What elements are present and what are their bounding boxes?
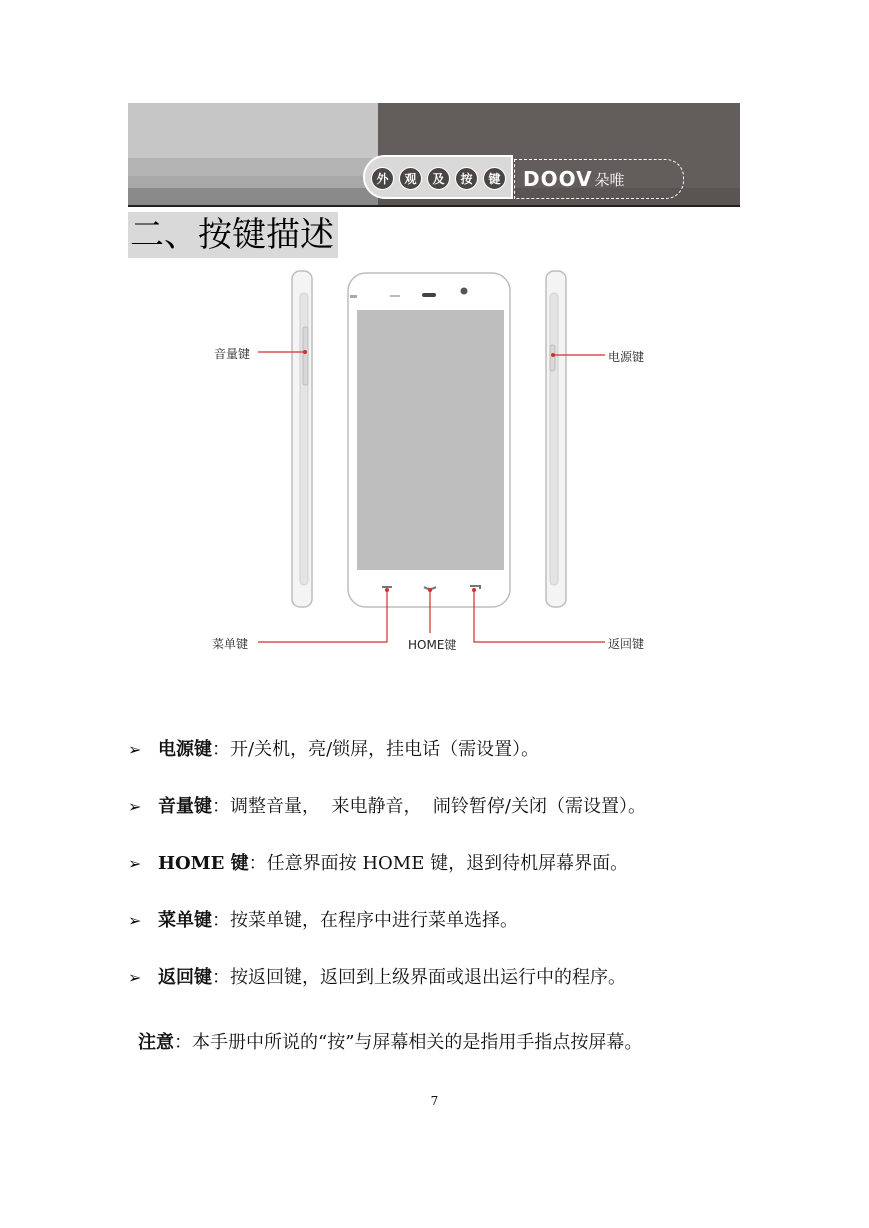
list-item — [128, 909, 778, 966]
label-volume-key: 音量键 — [214, 347, 251, 361]
arrow-bullet-icon: ➢ — [128, 911, 142, 930]
key-description-list — [128, 738, 778, 1023]
header-rule — [128, 205, 740, 207]
chapter-char: 键 — [483, 167, 506, 190]
bullet-text: ：调整音量， 来电静音， 闹铃暂停/关闭（需设置）。 — [212, 796, 646, 817]
chapter-char: 外 — [371, 167, 394, 190]
earpiece-icon — [422, 293, 436, 297]
chapter-char: 按 — [455, 167, 478, 190]
menu-callout-dot — [385, 588, 389, 592]
arrow-bullet-icon: ➢ — [128, 968, 142, 987]
label-menu-key: 菜单键 — [212, 637, 249, 651]
list-item — [128, 966, 778, 1023]
bullet-term: 返回键 — [158, 967, 212, 988]
note — [138, 1031, 642, 1055]
bullet-term: 菜单键 — [158, 910, 212, 931]
header-banner — [128, 103, 740, 205]
phone-screen — [357, 310, 504, 570]
bullet-term: HOME 键 — [158, 853, 249, 874]
phone-diagram-svg — [200, 265, 670, 665]
chapter-title — [371, 167, 506, 190]
front-camera-icon — [461, 288, 468, 295]
phone-diagram — [200, 265, 670, 665]
power-button — [550, 345, 555, 371]
bullet-term: 音量键 — [158, 796, 212, 817]
phone-right-side-edge — [550, 293, 558, 585]
bullet-term: 电源键 — [158, 739, 212, 760]
volume-button — [303, 327, 308, 385]
page-number: 7 — [430, 1094, 439, 1108]
list-item — [128, 795, 778, 852]
arrow-bullet-icon: ➢ — [128, 740, 142, 759]
power-callout-dot — [551, 353, 555, 357]
label-back-key: 返回键 — [608, 637, 645, 651]
banner-stripe — [128, 158, 378, 176]
bullet-text: ：任意界面按 HOME 键，退到待机屏幕界面。 — [248, 853, 629, 874]
brand-logo-text: DOOV — [523, 167, 593, 191]
brand-logo — [514, 159, 684, 199]
section-title: 二、按键描述 — [128, 212, 338, 258]
sensor-icon — [390, 295, 400, 297]
arrow-bullet-icon: ➢ — [128, 797, 142, 816]
label-home-key: HOME键 — [408, 638, 457, 652]
brand-mark-icon — [350, 295, 357, 298]
back-callout-dot — [472, 588, 476, 592]
bullet-text: ：按菜单键，在程序中进行菜单选择。 — [212, 910, 518, 931]
brand-logo-cn: 朵唯 — [594, 170, 625, 189]
volume-callout-dot — [303, 350, 307, 354]
label-power-key: 电源键 — [608, 350, 645, 364]
note-text: ：本手册中所说的“按”与屏幕相关的是指用手指点按屏幕。 — [174, 1032, 643, 1053]
list-item — [128, 738, 778, 795]
note-label: 注意 — [138, 1032, 174, 1053]
home-callout-dot — [428, 588, 432, 592]
banner-stripe — [128, 176, 378, 188]
arrow-bullet-icon: ➢ — [128, 854, 142, 873]
list-item — [128, 852, 778, 909]
bullet-text: ：开/关机，亮/锁屏，挂电话（需设置）。 — [212, 739, 540, 760]
chapter-char: 观 — [399, 167, 422, 190]
bullet-text: ：按返回键，返回到上级界面或退出运行中的程序。 — [212, 967, 626, 988]
chapter-char: 及 — [427, 167, 450, 190]
